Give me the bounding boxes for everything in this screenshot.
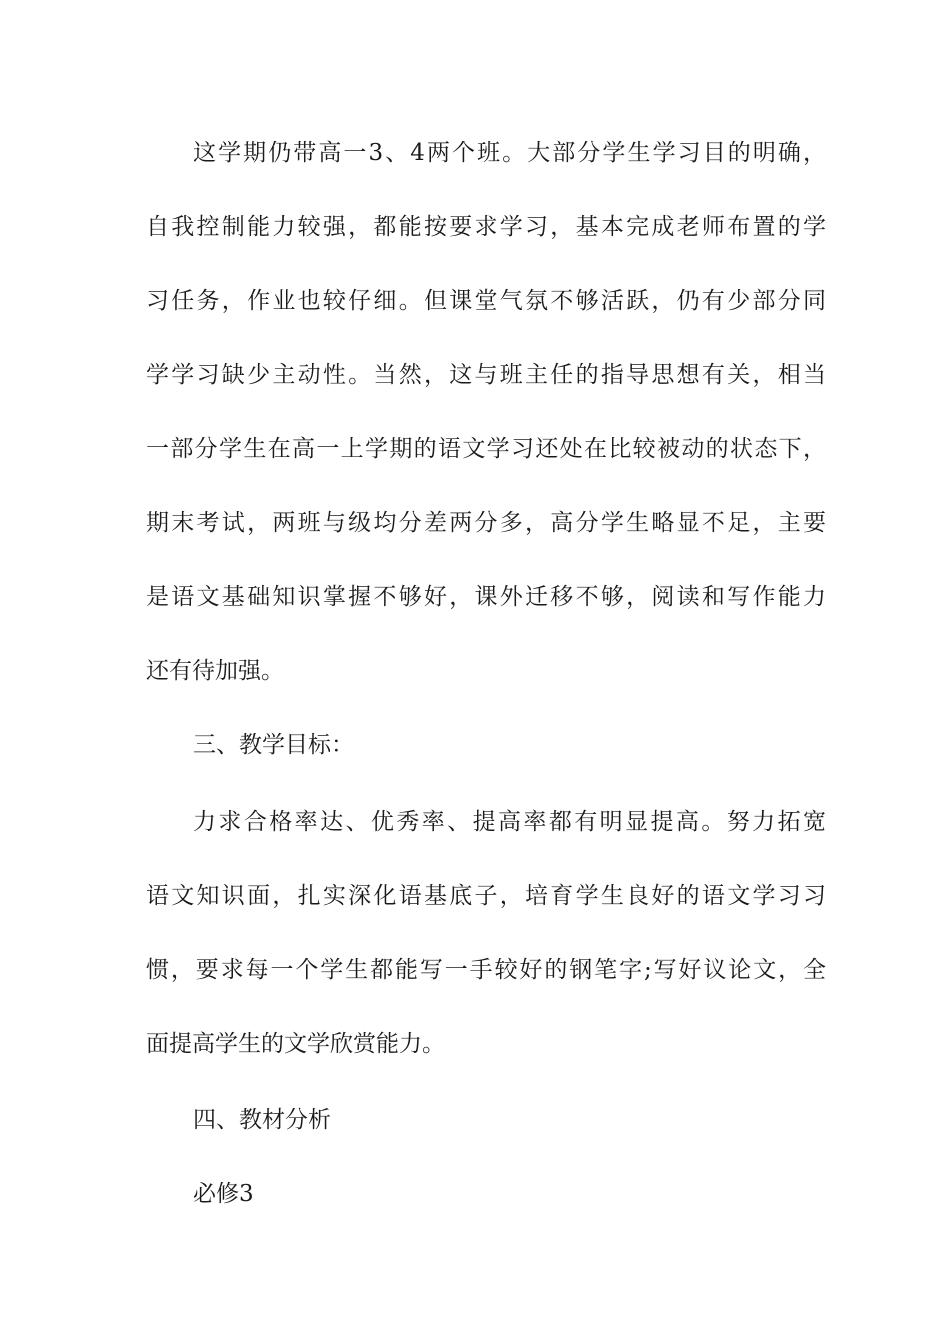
paragraph-1-line-3: 习任务，作业也较仔细。但课堂气氛不够活跃，仍有少部分同 xyxy=(146,288,826,314)
paragraph-1-line-8: 还有待加强。 xyxy=(146,658,284,684)
paragraph-1-line-6: 期末考试，两班与级均分差两分多，高分学生略显不足，主要 xyxy=(146,510,826,536)
section-4-heading: 四、教材分析 xyxy=(193,1107,331,1133)
paragraph-1-line-2: 自我控制能力较强，都能按要求学习，基本完成老师布置的学 xyxy=(146,214,826,240)
section-3-line-3: 惯，要求每一个学生都能写一手较好的钢笔字;写好议论文，全 xyxy=(146,957,826,983)
paragraph-1-line-1: 这学期仍带高一3、4两个班。大部分学生学习目的明确， xyxy=(193,140,826,166)
paragraph-1-line-5: 一部分学生在高一上学期的语文学习还处在比较被动的状态下， xyxy=(146,436,826,462)
section-3-line-1: 力求合格率达、优秀率、提高率都有明显提高。努力拓宽 xyxy=(193,809,826,835)
paragraph-1-line-4: 学学习缺少主动性。当然，这与班主任的指导思想有关，相当 xyxy=(146,362,826,388)
section-3-heading: 三、教学目标： xyxy=(193,732,354,758)
section-4-subheading: 必修3 xyxy=(193,1181,254,1207)
section-3-line-2: 语文知识面，扎实深化语基底子，培育学生良好的语文学习习 xyxy=(146,883,826,909)
paragraph-1-line-7: 是语文基础知识掌握不够好，课外迁移不够，阅读和写作能力 xyxy=(146,584,826,610)
section-3-line-4: 面提高学生的文学欣赏能力。 xyxy=(146,1031,445,1057)
